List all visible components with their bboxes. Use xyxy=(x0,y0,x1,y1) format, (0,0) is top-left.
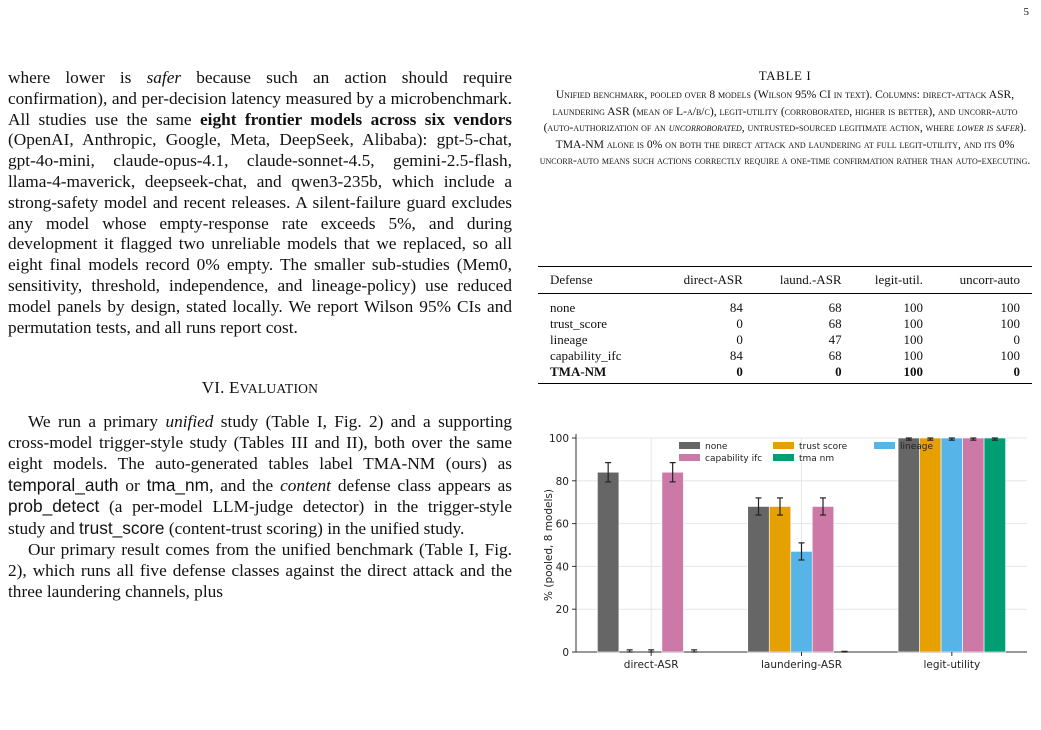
table-cell: 0 xyxy=(736,316,743,331)
legend-swatch xyxy=(773,442,794,449)
section-heading: VI. EVALUATION xyxy=(201,378,319,398)
table-row xyxy=(538,316,1032,332)
legend-swatch xyxy=(679,442,700,449)
legend-label: capability ifc xyxy=(705,454,763,464)
y-axis-label: % (pooled, 8 models) xyxy=(543,489,555,601)
page-number: 5 xyxy=(1023,6,1029,18)
table-cell: 100 xyxy=(903,348,923,363)
legend-swatch xyxy=(773,454,794,461)
table-header-cell: uncorr-auto xyxy=(935,267,1032,294)
paragraph-studies: We run a primary unified study (Table I, Fig. 2) and a supporting cross-model trigger-style study (Tables III and II), both over the same eight models. The auto-generated tables label TMA-NM (ours) as temporal_auth or tma_nm, and the content defense class appears as prob_detect (a per-model LLM-judge detector) in the trigger-style study and trust_score (content-trust scoring) in the unified study. xyxy=(8,412,512,539)
bar xyxy=(963,438,985,652)
table-cell: 84 xyxy=(729,348,743,363)
table-header-cell: Defense xyxy=(538,267,659,294)
table-cell: 47 xyxy=(828,332,842,347)
table-cell: capability_ifc xyxy=(550,348,622,363)
y-tick-label: 60 xyxy=(555,518,569,531)
legend-label: trust score xyxy=(799,442,848,452)
y-tick-label: 80 xyxy=(555,475,569,488)
paragraph-setup: where lower is safer because such an action should require confirmation), and per-decision latency measured by a microbenchmark. All studies use the same eight frontier models across six vendors (OpenAI, Anthropic, Google, Meta, DeepSeek, Alibaba): gpt-5-chat, gpt-4o-mini, claude-opus-4.1, claude-sonnet-4.5, gemini-2.5-flash, llama-4-maverick, deepseek-chat, and qwen3-235b, which include a strong-safety model and recent releases. A silent-failure guard excludes any model whose empty-response rate exceeds 5%, and during development it flagged two unreliable models that we replaced, so all eight final models record 0% empty. The smaller sub-studies (Mem0, sensitivity, threshold, independence, and lineage-policy) use reduced model panels by design, stated locally. We report Wilson 95% CIs and permutation tests, and all runs report cost. xyxy=(8,68,512,337)
bar xyxy=(791,551,813,652)
bar xyxy=(984,438,1006,652)
table-header-cell: direct-ASR xyxy=(659,267,755,294)
table-cell: TMA-NM xyxy=(538,364,659,384)
table-cell: 100 xyxy=(1000,316,1020,331)
table-cell: 100 xyxy=(903,332,923,347)
x-tick-label: laundering-ASR xyxy=(760,659,843,671)
bar xyxy=(597,472,619,652)
table-caption: Unified benchmark, pooled over 8 models (Wilson 95% CI in text). Columns: direct-attack ASR, laundering ASR (mean of L-a/b/c), legit-utility (corroborated, higher is better), and uncorr-auto (auto-authorization of an uncorroborated, untrusted-sourced legitimate action, where lower is safer). TMA-NM alone is 0% on both the direct attack and laundering at full legit-utility, and its 0% uncorr-auto means such actions correctly require a one-time confirmation rather than auto-executing. xyxy=(539,88,1031,168)
table-cell: 84 xyxy=(729,300,743,315)
x-tick-label: legit-utility xyxy=(923,659,981,671)
bar xyxy=(920,438,942,652)
legend-label: none xyxy=(705,442,728,452)
table-cell: 68 xyxy=(828,348,842,363)
table-cell: 100 xyxy=(903,300,923,315)
bar xyxy=(769,506,791,652)
results-table xyxy=(538,266,1032,384)
table-row xyxy=(538,364,1032,384)
y-tick-label: 0 xyxy=(562,647,569,659)
y-tick-label: 40 xyxy=(555,561,569,574)
bar xyxy=(748,506,770,652)
table-header-cell: laund.-ASR xyxy=(755,267,854,294)
table-cell: 0 xyxy=(659,364,755,384)
table-cell: 0 xyxy=(736,332,743,347)
table-cell: 100 xyxy=(1000,300,1020,315)
table-cell: none xyxy=(550,300,576,315)
table-caption-block xyxy=(538,68,1032,170)
table-cell: 68 xyxy=(828,300,842,315)
table-cell: 0 xyxy=(755,364,854,384)
bar xyxy=(898,438,920,652)
table-cell: 0 xyxy=(935,364,1032,384)
legend-swatch xyxy=(679,454,700,461)
bar xyxy=(812,506,834,652)
y-tick-label: 100 xyxy=(548,433,569,445)
results-bar-chart xyxy=(538,430,1033,680)
legend-label: lineage xyxy=(900,442,934,452)
table-row xyxy=(538,294,1032,317)
table-cell: 68 xyxy=(828,316,842,331)
left-column xyxy=(8,68,512,602)
table-header-cell: legit-util. xyxy=(854,267,935,294)
table-header-row xyxy=(538,267,1032,294)
table-cell: 0 xyxy=(1013,332,1020,347)
legend-label: tma nm xyxy=(799,454,835,464)
table-row xyxy=(538,332,1032,348)
table-cell: trust_score xyxy=(550,316,608,331)
legend-swatch xyxy=(874,442,895,449)
table-title: TABLE I xyxy=(758,68,812,83)
table-cell: 100 xyxy=(903,316,923,331)
table-cell: 100 xyxy=(854,364,935,384)
table-row xyxy=(538,348,1032,364)
table-cell: lineage xyxy=(550,332,588,347)
x-tick-label: direct-ASR xyxy=(623,659,679,671)
bar xyxy=(662,472,683,652)
paragraph-primary-result: Our primary result comes from the unified benchmark (Table I, Fig. 2), which runs all five defense classes against the direct attack and the three laundering channels, plus xyxy=(8,539,512,601)
table-cell: 100 xyxy=(1000,348,1020,363)
bar xyxy=(941,438,963,652)
y-tick-label: 20 xyxy=(555,604,569,617)
